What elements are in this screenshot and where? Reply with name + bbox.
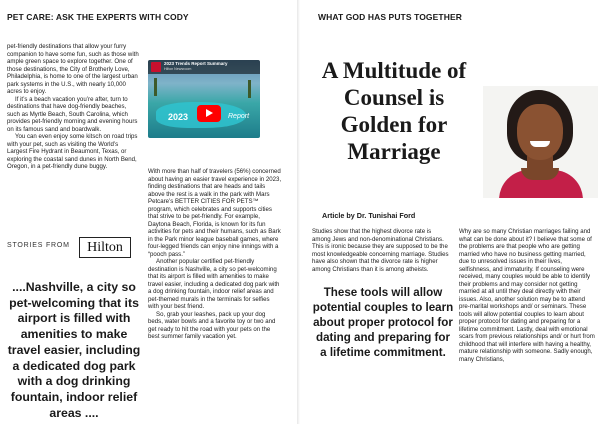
paragraph: pet-friendly destinations that allow your furry companion to have some fun, such as those with ample green space to explore together. One of those destinations, the City of Brotherly Love, Philadelphia, is home to one of the largest urban park systems in the U.S., with nearly 10,000 acres to enjoy. (7, 43, 139, 95)
paragraph: If it’s a beach vacation you’re after, turn to destinations that have dog-friendly beaches, such as Myrtle Beach, South Carolina, which provides pet-friendly morning and evening hours on its famous sand and boardwalk. (7, 95, 138, 133)
paragraph: You can even enjoy some kitsch on road trips with your pet, such as visiting the World’s Largest Fire Hydrant in Beaumont, Texas, or exploring the coastal sand dunes in North Bend, Oregon, in a pet-friendly dune buggy. (7, 133, 138, 170)
section-header-pet-care: PET CARE: ASK THE EXPERTS WITH CODY (7, 12, 189, 22)
video-title-bar (148, 60, 260, 74)
author-photo (483, 86, 598, 198)
author-photo-smile (530, 141, 550, 147)
play-button-icon[interactable] (197, 105, 221, 122)
video-year: 2023 (168, 112, 189, 122)
author-photo-face (517, 104, 563, 160)
paragraph: With more than half of travelers (56%) concerned about having an easier travel experience in 2023, finding destinations that are heads and tails above the rest is a walk in the park with Mars Petcare’s BETTER CITIES FOR PETS™ program, which celebrates and supports cities that strive to be pet-friendly. For example, Daytona Beach, Florida, is known for its fun activities for pets and their humans, such as Bark in the Park minor league baseball games, where four-legged friends can enjoy nine innings with a “pooch pass.” (148, 168, 282, 258)
paragraph: Studies show that the highest divorce rate is among Jews and non-denominational Christians. This is ironic because they are supposed to be the most knowledgeable concerning marriage. Studies have also shown that the divorce rate is higher among Christians than it is among atheists. (312, 228, 449, 273)
paragraph: Why are so many Christian marriages failing and what can be done about it? I believe that some of the problems are that people who are getting married who have no business getting married, due to unresolved issues in their lives, selfishness, and immaturity. If counseling were received, many couples would be able to identify their problems and may consider not getting married at all until they deal directly with their issues. Also, another solution may be to attend pre-marital workshops and/ or seminars. These tools will allow potential couples to learn about proper protocol for dating and preparing for a lifetime commitment. Lastly, deal with emotional scars from previous relationships and/ or hurt from childhood that will interfere with having a healthy, mature relationship with someone. Sadly enough, many Christians, (459, 228, 595, 363)
article-byline: Article by Dr. Tunishai Ford (322, 211, 416, 220)
palm-tree (248, 80, 251, 98)
paragraph: Another popular certified pet-friendly destination is Nashville, a city so pet-welcoming that its airport is filled with amenities to make travel easier, including a dedicated dog park with a dog drinking fountain, indoor relief areas and pet-themed murals in the terminals for selfies with your best friend. (148, 258, 280, 310)
palm-tree (154, 78, 157, 96)
video-overlay-text: Report (228, 113, 250, 120)
article-column-left-1 (7, 43, 140, 171)
paragraph: So, grab your leashes, pack up your dog beds, water bowls and a favorite toy or two and get ready to hit the road with your pets on the best summer family vacation yet. (148, 310, 276, 340)
article-title: A Multitude of Counsel is Golden for Marriage (321, 58, 467, 164)
article-column-right-2 (459, 228, 595, 363)
author-photo-neckline (521, 168, 559, 180)
pull-quote-left: ....Nashville, a city so pet-welcoming that its airport is filled with amenities to make travel easier, including a dedicated dog park with a dog drinking fountain, indoor relief areas .... (7, 280, 141, 420)
video-channel: Hilton Newsroom (164, 67, 192, 71)
section-header-marriage: WHAT GOD HAS PUTS TOGETHER (318, 12, 462, 22)
pull-quote-right: These tools will allow potential couples to learn about proper protocol for dating and preparing for a lifetime commitment. (312, 286, 454, 359)
article-column-left-2 (148, 168, 282, 341)
stories-from-label: STORIES FROM (7, 242, 70, 249)
article-column-right-1 (312, 228, 450, 273)
channel-avatar (151, 62, 161, 72)
video-player[interactable] (148, 60, 260, 138)
video-title: 2023 Trends Report Summary (164, 61, 228, 66)
hilton-logo: Hilton (79, 237, 131, 258)
